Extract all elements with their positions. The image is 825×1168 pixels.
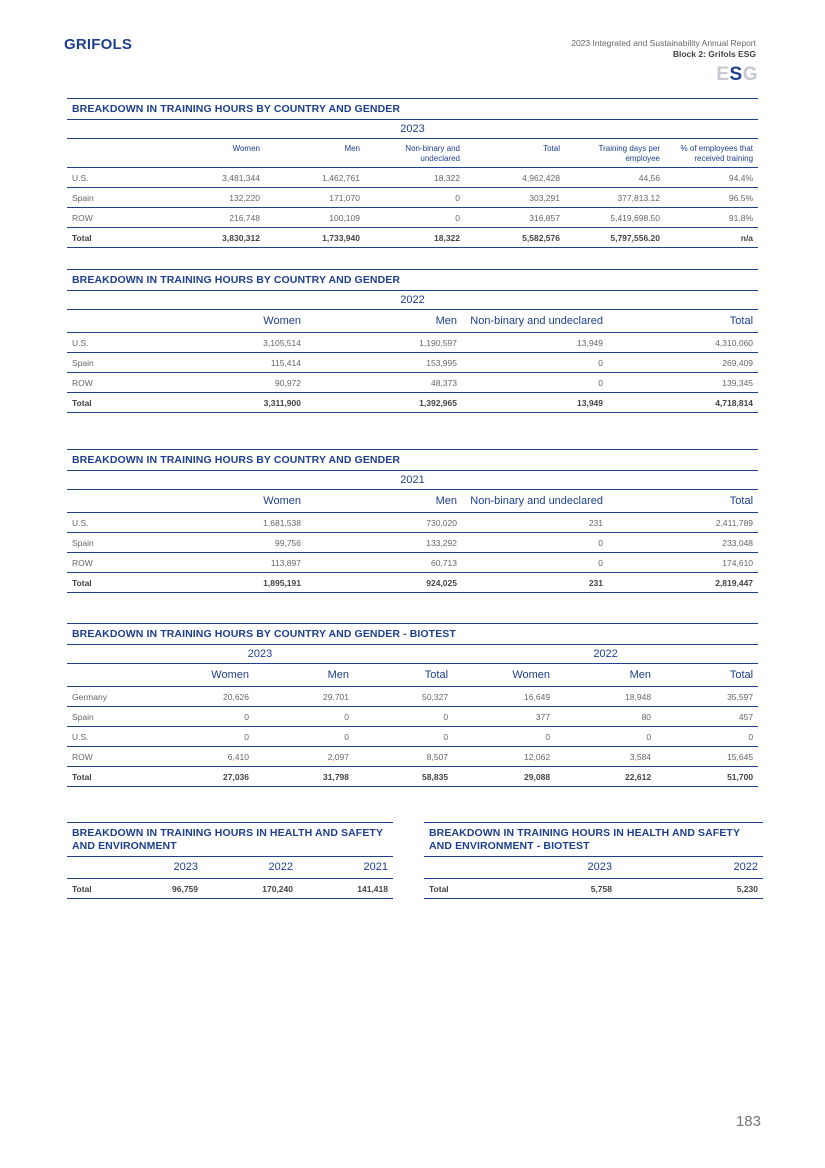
row-label: Total [67,228,170,248]
row-label: Total [67,393,172,413]
total-row [67,228,758,248]
column-header: 2022 [617,857,763,879]
column-header: Training days per employee [565,139,665,168]
cell: 29,701 [254,687,354,707]
table-title: BREAKDOWN IN TRAINING HOURS BY COUNTRY AND GENDER [67,449,758,471]
column-header: 2021 [298,857,393,879]
cell: 0 [154,727,254,747]
cell: 90,972 [172,373,306,393]
cell: 96.5% [665,188,758,208]
cell: 3,105,514 [172,333,306,353]
cell: 2,819,447 [608,573,758,593]
cell: 2,097 [254,747,354,767]
grifols-logo: GRIFOLS [64,36,133,53]
column-header [67,310,172,333]
cell: 377,813.12 [565,188,665,208]
column-header: Total [608,490,758,513]
cell: 0 [154,707,254,727]
column-header: % of employees that received training [665,139,758,168]
table-row [67,353,758,373]
cell: 170,240 [203,879,298,899]
cell: 51,700 [656,767,758,787]
table-row [67,373,758,393]
table-title: BREAKDOWN IN TRAINING HOURS BY COUNTRY AND GENDER [67,98,758,120]
cell: 8,507 [354,747,453,767]
row-label: ROW [67,373,172,393]
cell: 99,756 [172,533,306,553]
cell: 457 [656,707,758,727]
total-row [67,767,758,787]
esg-e: E [716,64,730,85]
cell: 0 [365,188,465,208]
cell: 174,610 [608,553,758,573]
row-label: Spain [67,188,170,208]
cell: 115,414 [172,353,306,373]
cell: 1,392,965 [306,393,462,413]
row-label: Germany [67,687,154,707]
column-header [67,139,170,168]
cell: 96,759 [123,879,203,899]
cell: 3,830,312 [170,228,265,248]
table-row [67,168,758,188]
cell: 1,190,597 [306,333,462,353]
page-number: 183 [735,1113,761,1130]
cell: 141,418 [298,879,393,899]
table-row [67,333,758,353]
cell: 18,948 [555,687,656,707]
training-hours-2021-table [67,449,758,593]
year-header: 2022 [453,645,758,664]
column-header: 2022 [203,857,298,879]
cell: 153,995 [306,353,462,373]
cell: 0 [254,707,354,727]
health-safety-table [67,822,393,899]
cell: 31,798 [254,767,354,787]
table-row [67,208,758,228]
cell: 133,292 [306,533,462,553]
cell: 0 [656,727,758,747]
cell: 22,612 [555,767,656,787]
total-row [424,879,763,899]
table-row [67,727,758,747]
cell: 0 [365,208,465,228]
report-title: 2023 Integrated and Sustainability Annual Report [571,38,756,48]
cell: 924,025 [306,573,462,593]
cell: 303,291 [465,188,565,208]
cell: 730,020 [306,513,462,533]
table-row [67,533,758,553]
column-header: Men [265,139,365,168]
cell: 216,748 [170,208,265,228]
cell: n/a [665,228,758,248]
column-header: Men [254,664,354,687]
column-header: Women [172,310,306,333]
table-title: BREAKDOWN IN TRAINING HOURS IN HEALTH AND SAFETY AND ENVIRONMENT [67,822,393,857]
row-label: Total [424,879,480,899]
cell: 4,310,060 [608,333,758,353]
table-title: BREAKDOWN IN TRAINING HOURS IN HEALTH AND SAFETY AND ENVIRONMENT - BIOTEST [424,822,763,857]
cell: 1,681,538 [172,513,306,533]
cell: 5,797,556.20 [565,228,665,248]
column-header: Men [555,664,656,687]
table-title: BREAKDOWN IN TRAINING HOURS BY COUNTRY AND GENDER [67,269,758,291]
training-hours-2023-table [67,98,758,248]
cell: 100,109 [265,208,365,228]
cell: 29,088 [453,767,555,787]
cell: 3,584 [555,747,656,767]
cell: 0 [453,727,555,747]
cell: 20,626 [154,687,254,707]
column-header: Total [465,139,565,168]
cell: 60,713 [306,553,462,573]
cell: 35,597 [656,687,758,707]
row-label: Total [67,767,154,787]
table-row [67,553,758,573]
row-label: ROW [67,747,154,767]
cell: 231 [462,573,608,593]
year-header: 2021 [67,471,758,490]
cell: 0 [462,533,608,553]
year-header: 2023 [67,120,758,139]
cell: 5,230 [617,879,763,899]
cell: 269,409 [608,353,758,373]
column-header: Non-binary and undeclared [462,310,608,333]
training-hours-biotest-table [67,623,758,787]
cell: 16,649 [453,687,555,707]
column-header [424,857,480,879]
cell: 0 [462,373,608,393]
column-header: Women [453,664,555,687]
cell: 6,410 [154,747,254,767]
column-header: Total [608,310,758,333]
cell: 5,419,698.50 [565,208,665,228]
cell: 0 [462,553,608,573]
cell: 48,373 [306,373,462,393]
health-safety-biotest-table [424,822,763,899]
column-header: Total [656,664,758,687]
cell: 15,645 [656,747,758,767]
cell: 0 [254,727,354,747]
cell: 44,56 [565,168,665,188]
cell: 4,962,428 [465,168,565,188]
table-row [67,707,758,727]
row-label: Total [67,573,172,593]
column-header [67,490,172,513]
column-header: 2023 [480,857,617,879]
year-header: 2023 [67,645,453,664]
column-header: Men [306,310,462,333]
cell: 3,481,344 [170,168,265,188]
row-label: U.S. [67,333,172,353]
table-row [67,513,758,533]
column-header: Men [306,490,462,513]
cell: 50,327 [354,687,453,707]
table-title: BREAKDOWN IN TRAINING HOURS BY COUNTRY AND GENDER - BIOTEST [67,623,758,645]
report-block: Block 2: Grifols ESG [672,49,756,59]
report-header [571,38,756,60]
year-header: 2022 [67,291,758,310]
table-row [67,747,758,767]
column-header: 2023 [123,857,203,879]
total-row [67,393,758,413]
table-row [67,188,758,208]
cell: 0 [555,727,656,747]
cell: 4,718,814 [608,393,758,413]
cell: 377 [453,707,555,727]
cell: 18,322 [365,168,465,188]
column-header: Women [172,490,306,513]
esg-s: S [729,64,743,85]
row-label: U.S. [67,727,154,747]
cell: 0 [462,353,608,373]
row-label: Spain [67,353,172,373]
cell: 80 [555,707,656,727]
cell: 18,322 [365,228,465,248]
cell: 316,857 [465,208,565,228]
cell: 1,462,761 [265,168,365,188]
row-label: U.S. [67,168,170,188]
cell: 13,949 [462,393,608,413]
cell: 132,220 [170,188,265,208]
column-header: Non-binary and undeclared [365,139,465,168]
table-row [67,687,758,707]
esg-mark [716,64,758,86]
cell: 58,835 [354,767,453,787]
cell: 94.4% [665,168,758,188]
cell: 5,758 [480,879,617,899]
cell: 139,345 [608,373,758,393]
cell: 231 [462,513,608,533]
row-label: ROW [67,208,170,228]
cell: 3,311,900 [172,393,306,413]
cell: 5,582,576 [465,228,565,248]
cell: 13,949 [462,333,608,353]
training-hours-2022-table [67,269,758,413]
cell: 171,070 [265,188,365,208]
esg-g: G [742,64,758,85]
row-label: Spain [67,707,154,727]
total-row [67,573,758,593]
cell: 2,411,789 [608,513,758,533]
column-header [67,664,154,687]
column-header: Total [354,664,453,687]
cell: 0 [354,727,453,747]
cell: 1,733,940 [265,228,365,248]
row-label: Spain [67,533,172,553]
row-label: U.S. [67,513,172,533]
column-header: Women [170,139,265,168]
cell: 1,895,191 [172,573,306,593]
column-header [67,857,123,879]
cell: 27,036 [154,767,254,787]
cell: 12,062 [453,747,555,767]
column-header: Non-binary and undeclared [462,490,608,513]
column-header: Women [154,664,254,687]
cell: 233,048 [608,533,758,553]
total-row [67,879,393,899]
cell: 113,897 [172,553,306,573]
row-label: ROW [67,553,172,573]
cell: 91.8% [665,208,758,228]
row-label: Total [67,879,123,899]
cell: 0 [354,707,453,727]
